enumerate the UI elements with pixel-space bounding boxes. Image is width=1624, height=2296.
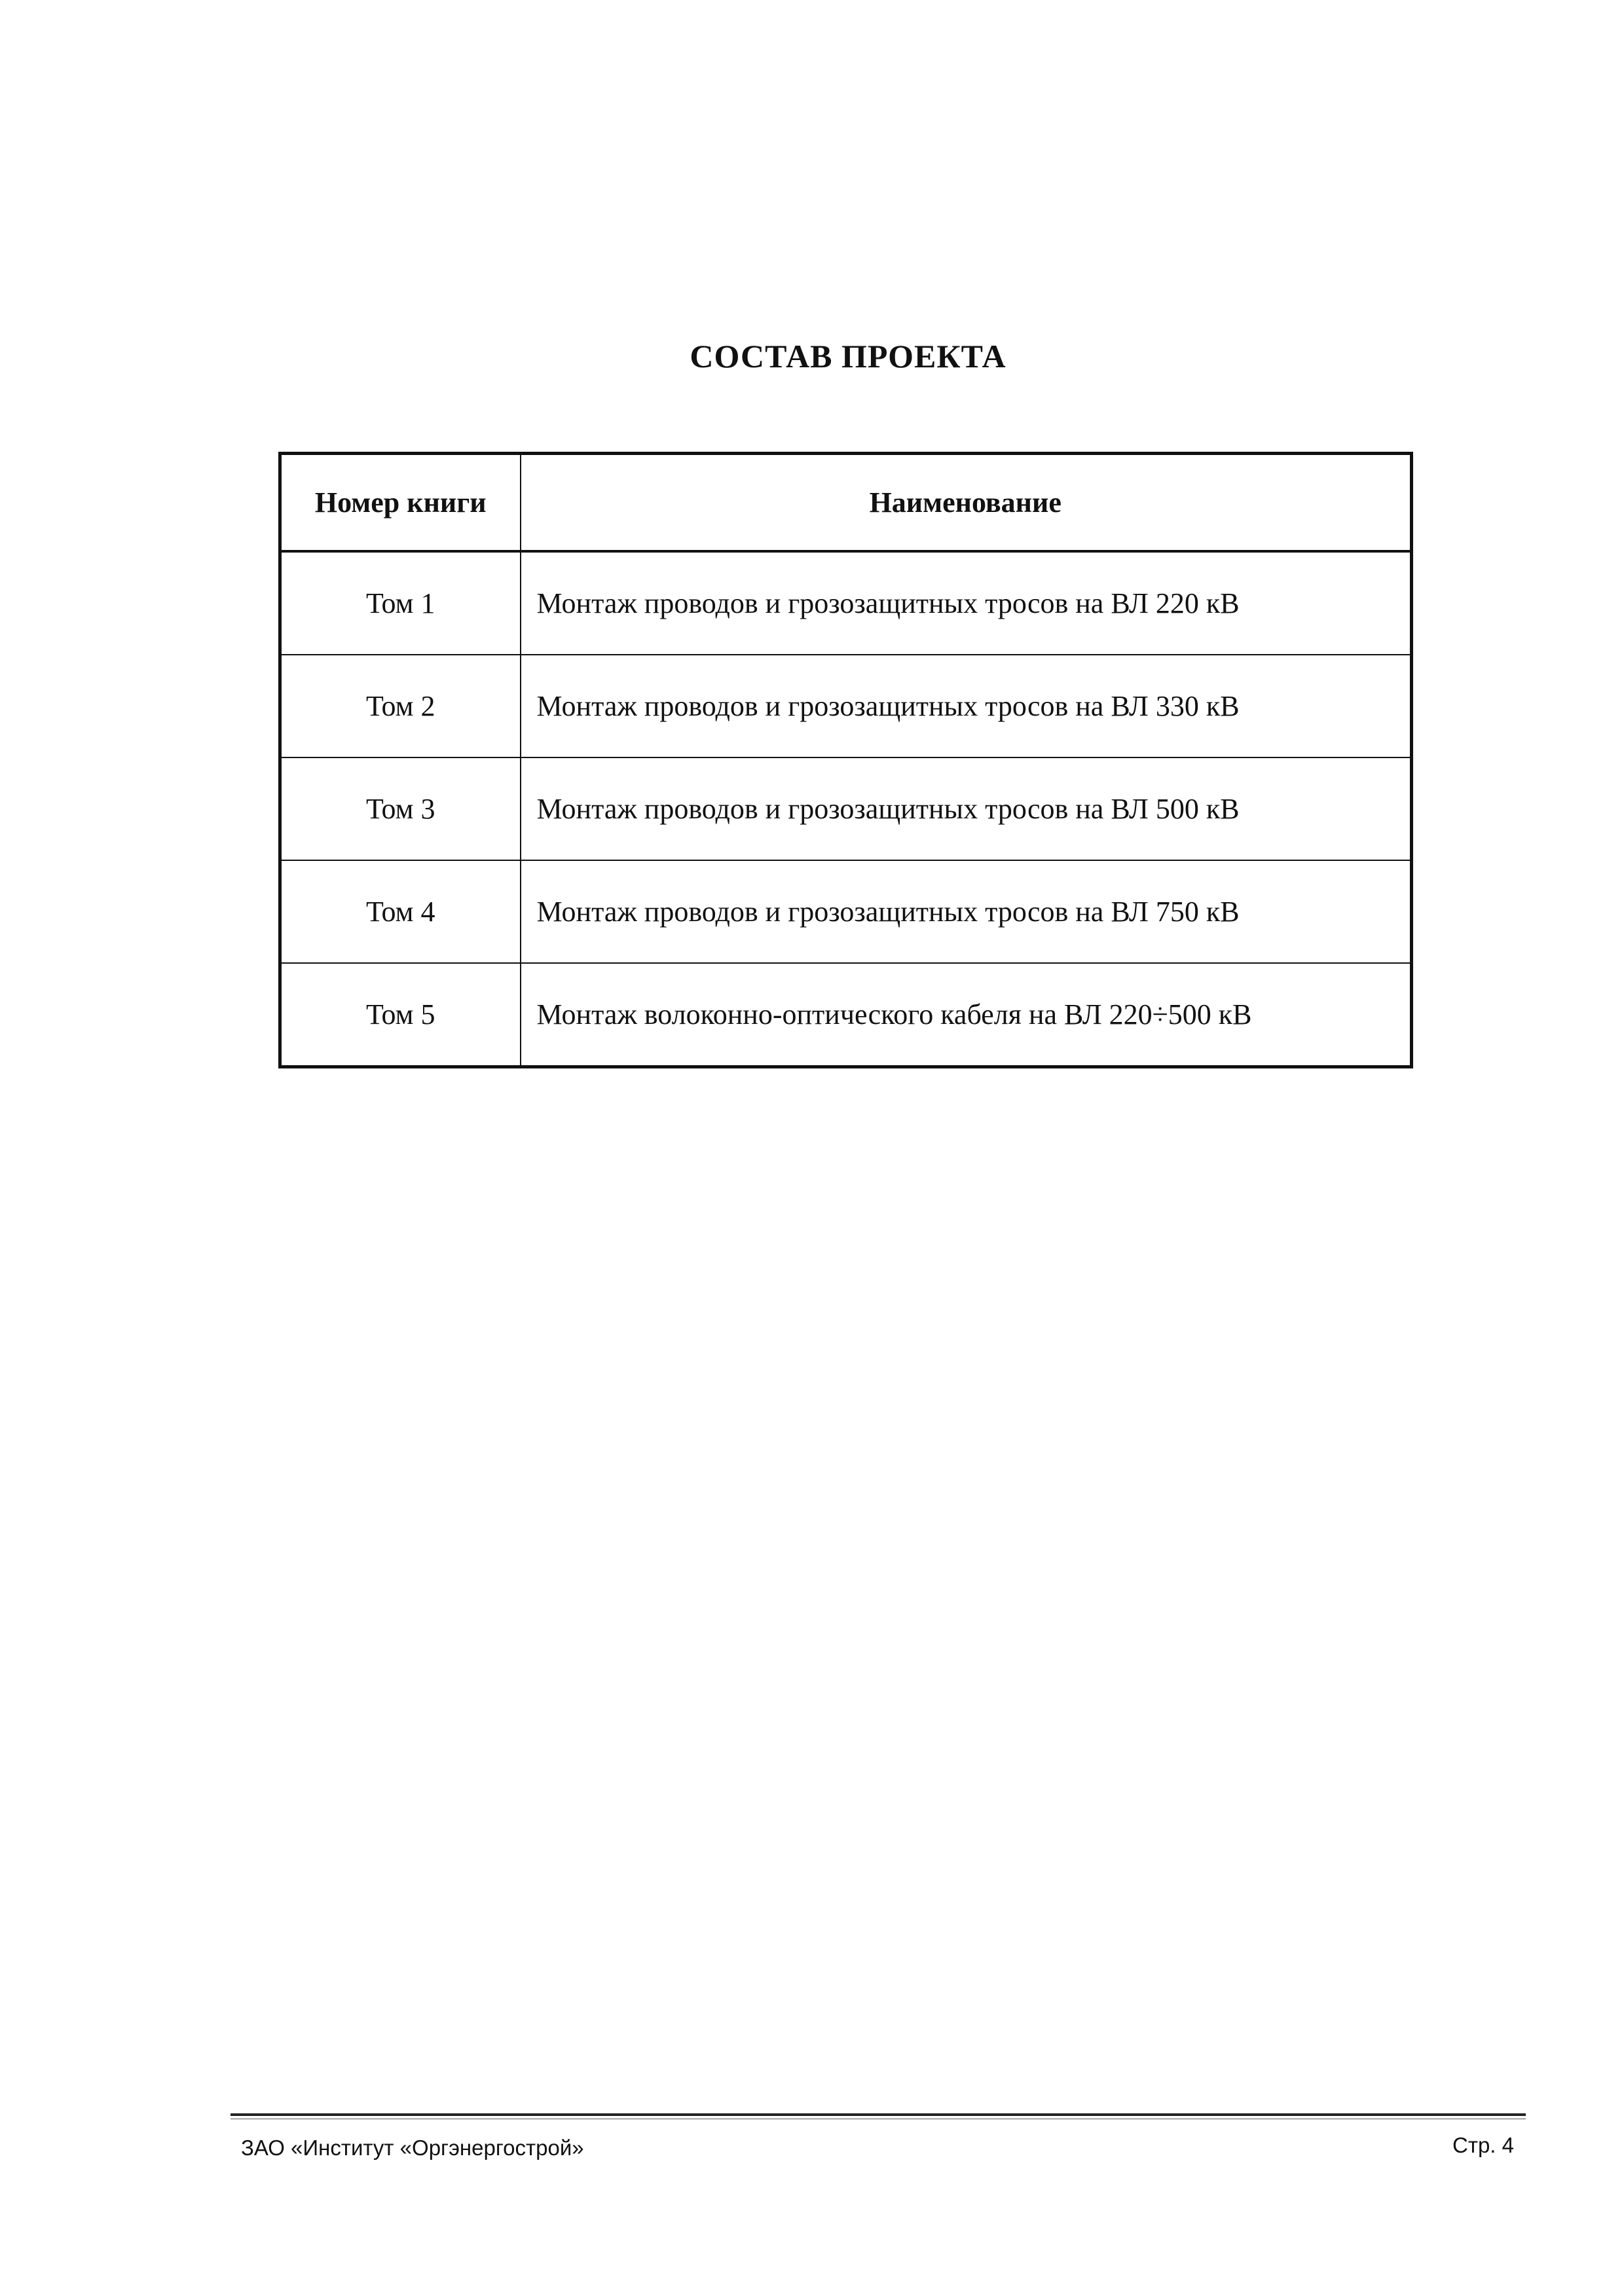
footer-divider <box>231 2113 1526 2116</box>
header-book-number: Номер книги <box>280 454 521 552</box>
volume-name: Монтаж волоконно-оптического кабеля на ВЛ 220÷500 кВ <box>521 963 1412 1067</box>
footer-organization: ЗАО «Институт «Оргэнергострой» <box>241 2136 584 2160</box>
project-composition-table <box>278 452 1413 1068</box>
table-row <box>280 551 1412 655</box>
page-title: СОСТАВ ПРОЕКТА <box>690 338 1006 374</box>
volume-number: Том 1 <box>280 551 521 655</box>
header-name: Наименование <box>521 454 1412 552</box>
volume-name: Монтаж проводов и грозозащитных тросов на ВЛ 220 кВ <box>521 551 1412 655</box>
footer-page-number: Стр. 4 <box>1452 2133 1514 2157</box>
table-row <box>280 963 1412 1067</box>
table-row <box>280 655 1412 757</box>
table-header-row <box>280 454 1412 552</box>
table-row <box>280 757 1412 860</box>
volume-number: Том 3 <box>280 757 521 860</box>
volume-number: Том 5 <box>280 963 521 1067</box>
volume-number: Том 2 <box>280 655 521 757</box>
volume-name: Монтаж проводов и грозозащитных тросов на ВЛ 750 кВ <box>521 860 1412 963</box>
table-row <box>280 860 1412 963</box>
volume-name: Монтаж проводов и грозозащитных тросов на ВЛ 330 кВ <box>521 655 1412 757</box>
volume-name: Монтаж проводов и грозозащитных тросов на ВЛ 500 кВ <box>521 757 1412 860</box>
volume-number: Том 4 <box>280 860 521 963</box>
